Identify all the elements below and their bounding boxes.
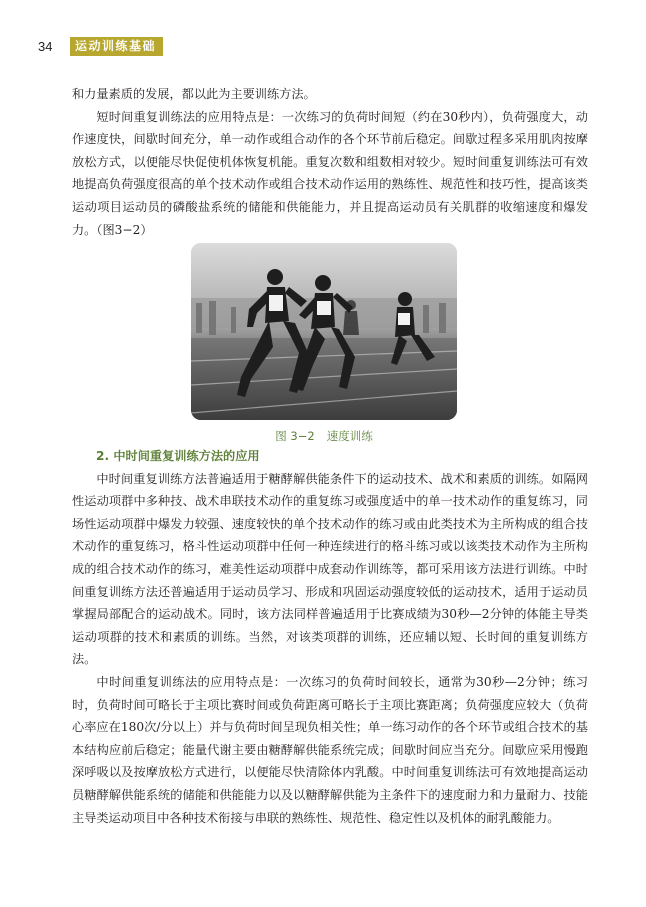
figure-sprint-photo [191,243,457,420]
body-text-top [72,83,588,241]
figure-title: 速度训练 [326,429,373,443]
book-title-banner: 运动训练基础 [70,37,163,56]
section-heading: 2. 中时间重复训练方法的应用 [96,449,260,463]
paragraph-continuation: 和力量素质的发展，都以此为主要训练方法。 [72,87,316,101]
paragraph-short-interval: 短时间重复训练法的应用特点是：一次练习的负荷时间短（约在30秒内），负荷强度大，动作速度快，间歇时间充分，单一动作或组合动作的各个环节前后稳定。间歇过程多采用肌肉按摩放松方式，以便能尽快促使机体恢复机能。重复次数和组数相对较少。短时间重复训练法可有效地提高负荷强度很高的单个技术动作或组合技术动作运用的熟练性、规范性和技巧性，提高该类运动项目运动员的磷酸盐系统的储能和供能能力，并且提高运动员有关肌群的收缩速度和爆发力。（图3−2） [72,109,588,237]
body-text-bottom [72,445,588,829]
page-header [38,36,163,56]
figure-caption [191,428,457,444]
figure-label: 图 3−2 [275,429,315,443]
sprinters-photo-image [191,243,457,420]
paragraph-medium-interval-usage: 中时间重复训练方法普遍适用于糖酵解供能条件下的运动技术、战术和素质的训练。如隔网性运动项群中多种技、战术串联技术动作的重复练习或强度适中的单一技术动作的重复练习，同场性运动项群中爆发力较强、速度较快的单个技术动作的练习或由此类技术为主所构成的组合技术动作的重复练习，格斗性运动项群中任何一种连续进行的格斗练习或以该类技术动作为主所构成的组合技术动作的练习，难美性运动项群中成套动作训练等，都可采用该方法进行训练。中时间重复训练方法还普遍适用于运动员学习、形成和巩固运动强度较低的运动技术，适用于运动员掌握局部配合的运动战术。同时，该方法同样普遍适用于比赛成绩为30秒—2分钟的体能主导类运动项群的技术和素质的训练。当然，对该类项群的训练，还应辅以短、长时间的重复训练方法。 [72,471,588,667]
paragraph-medium-interval-features: 中时间重复训练法的应用特点是：一次练习的负荷时间较长，通常为30秒—2分钟；练习时，负荷时间可略长于主项比赛时间或负荷距离可略长于主项比赛距离；负荷强度应较大（负荷心率应在180次/分以上）并与负荷时间呈现负相关性；单一练习动作的各个环节或组合技术的基本结构应前后稳定；能量代谢主要由糖酵解供能系统完成；间歇时间应当充分。间歇应采用慢跑深呼吸以及按摩放松方式进行，以便能尽快清除体内乳酸。中时间重复训练法可有效地提高运动员糖酵解供能系统的储能和供能能力以及以糖酵解供能为主条件下的速度耐力和力量耐力、技能主导类运动项目中各种技术衔接与串联的熟练性、规范性、稳定性以及机体的耐乳酸能力。 [72,674,588,825]
page-number: 34 [38,38,53,54]
